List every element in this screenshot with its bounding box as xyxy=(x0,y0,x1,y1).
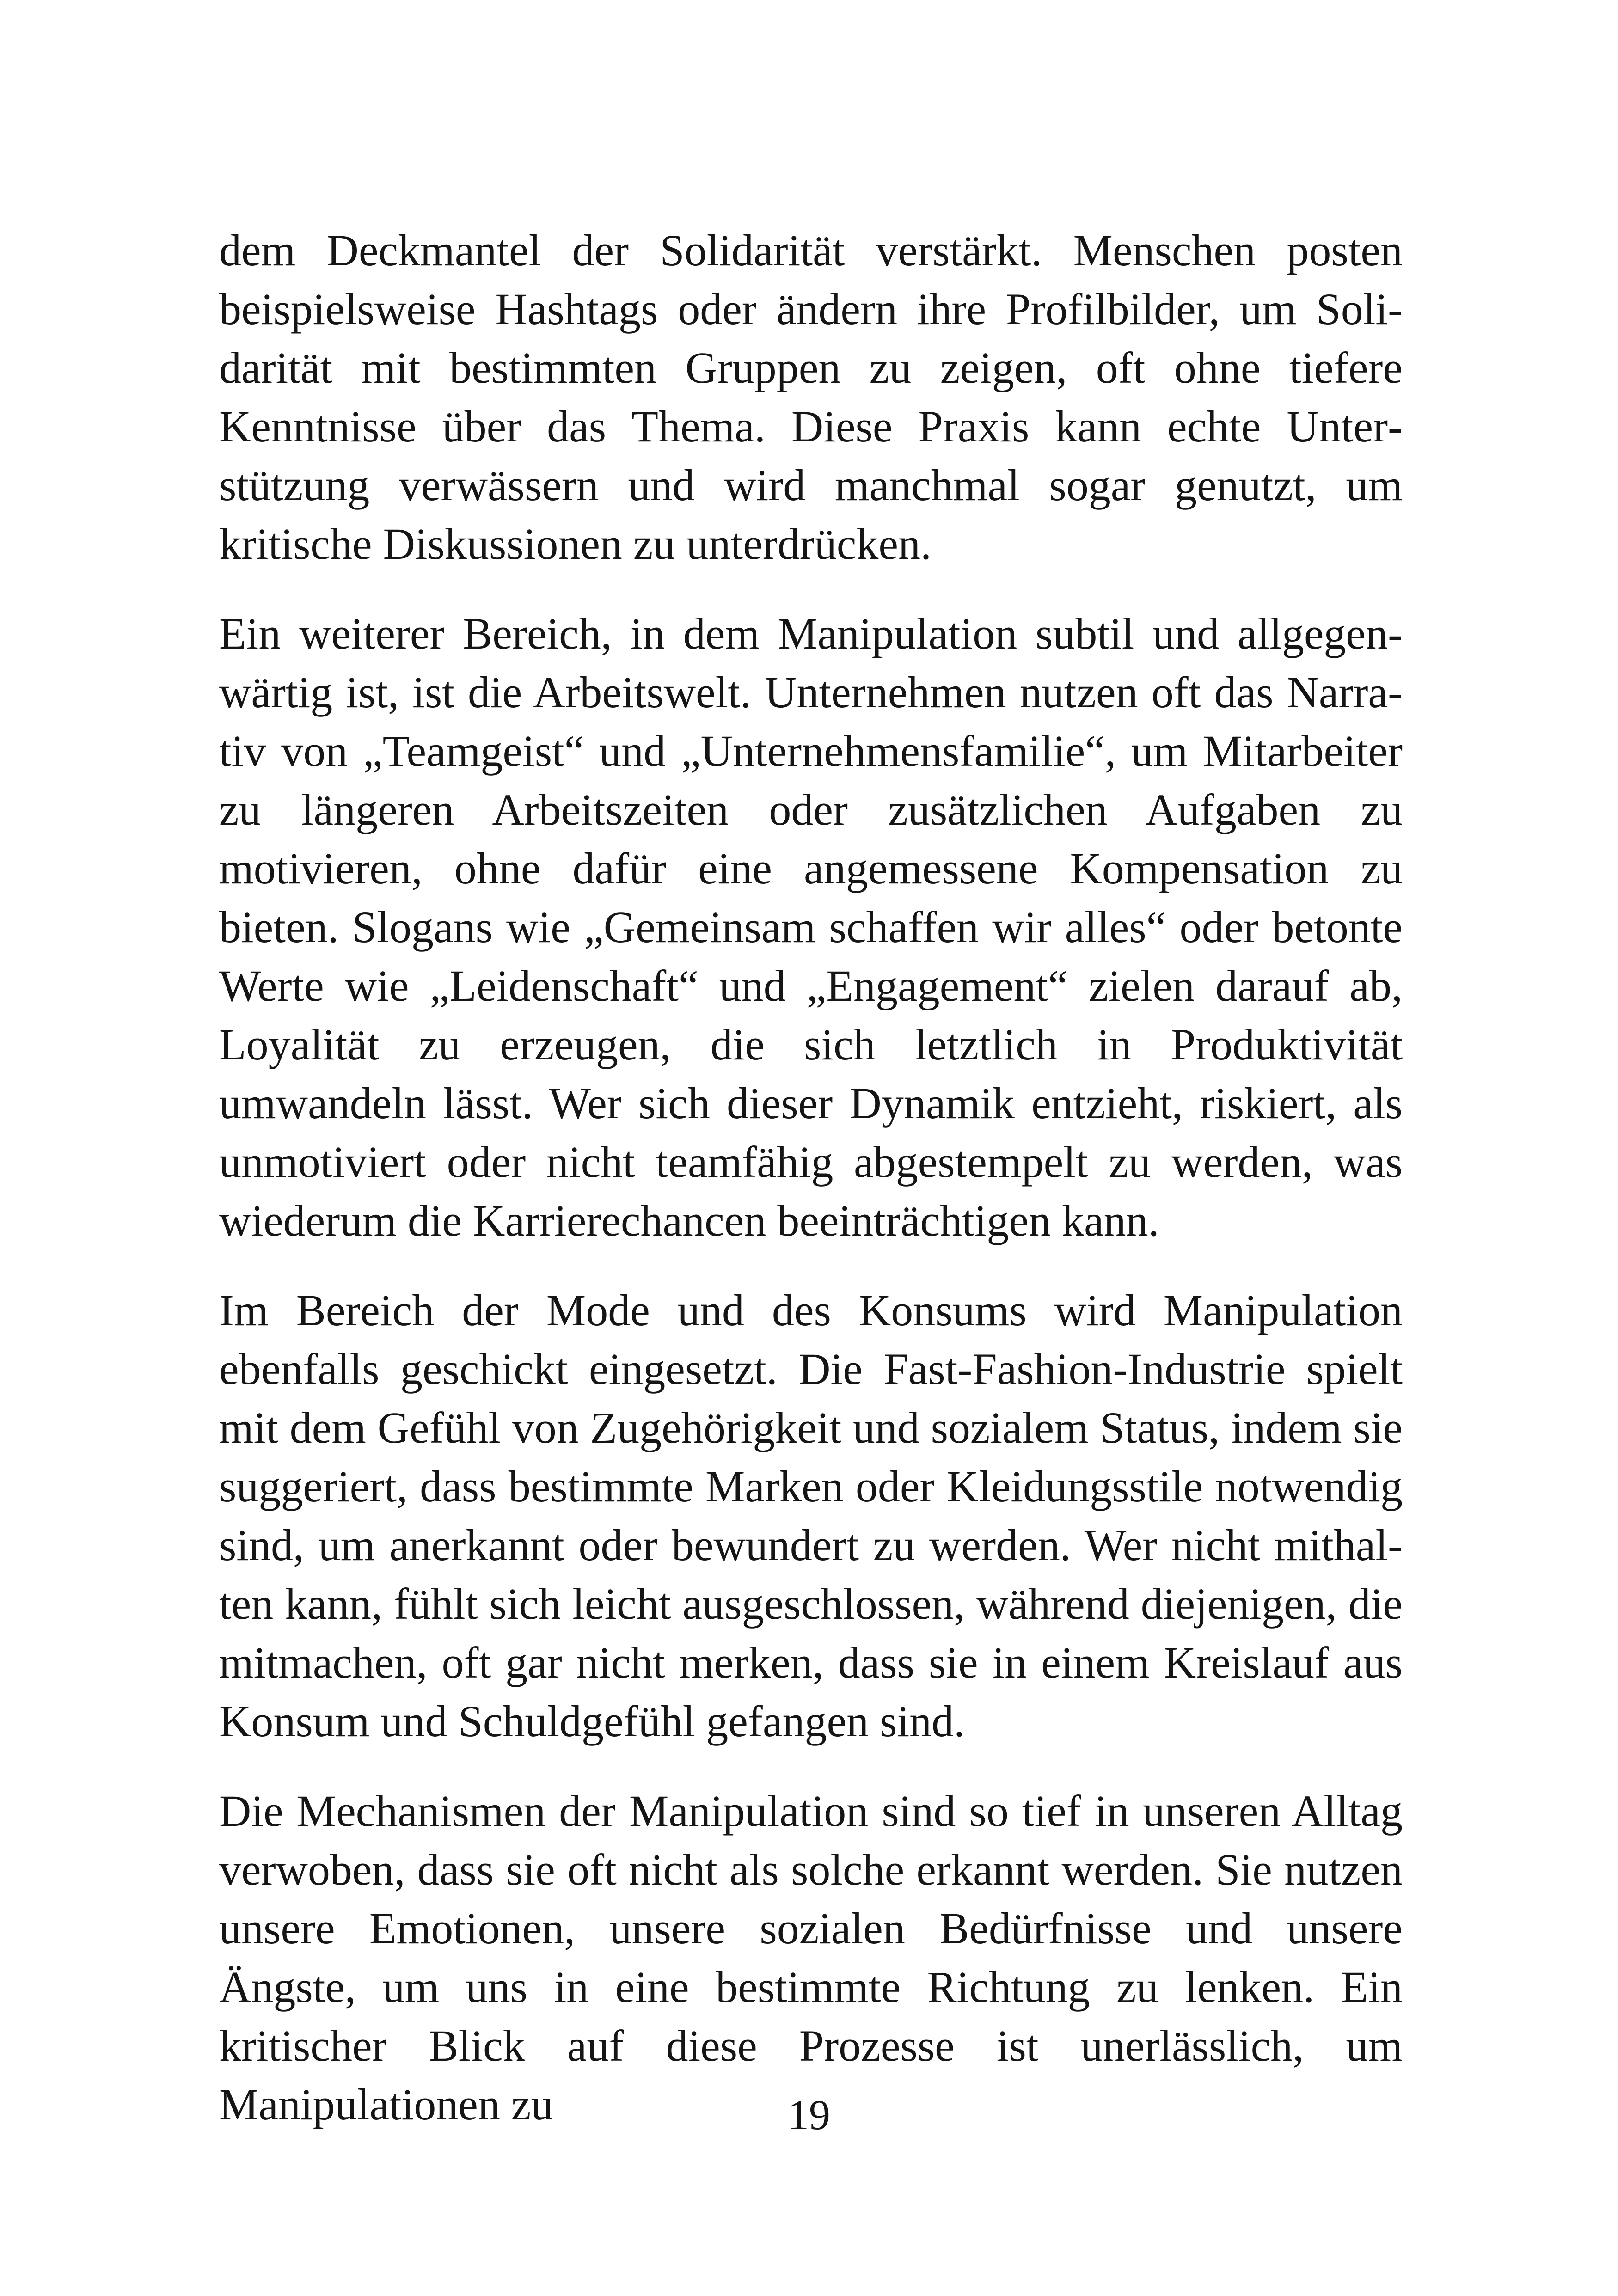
page-number: 19 xyxy=(788,2091,830,2138)
paragraph-workplace: Ein weiterer Bereich, in dem Manipulation subtil und allgegenwärtig ist, ist die Arbeitswelt. Unternehmen nutzen oft das Narrativ von „Teamgeist“ und „Unternehmensfamilie“, um Mitarbeiter zu längeren Arbeitszeiten oder zusätzlichen Aufgaben zu motivieren, ohne dafür eine angemessene Kompensation zu bieten. Slogans wie „Gemeinsam schaffen wir alles“ oder betonte Werte wie „Leidenschaft“ und „Engagement“ zielen darauf ab, Loyalität zu erzeugen, die sich letztlich in Produktivität umwandeln lässt. Wer sich dieser Dynamik entzieht, riskiert, als unmotiviert oder nicht teamfähig abgestempelt zu werden, was wiederum die Karrierechancen beeinträchtigen kann. xyxy=(219,609,1403,1245)
body-text xyxy=(219,221,1403,2165)
paragraph-mechanisms: Die Mechanismen der Manipulation sind so tief in unseren Alltag verwoben, dass sie oft nicht als solche erkannt werden. Sie nutzen unsere Emotionen, unsere sozialen Bedürfnisse und unsere Ängste, um uns in eine bestimmte Richtung zu lenken. Ein kritischer Blick auf diese Prozesse ist unerlässlich, um Manipulationen zu xyxy=(219,1786,1403,2129)
paragraph-solidarity: dem Deckmantel der Solidarität verstärkt. Menschen posten beispielsweise Hashtags oder ändern ihre Profilbilder, um Solidarität mit bestimmten Gruppen zu zeigen, oft ohne tiefere Kenntnisse über das Thema. Diese Praxis kann echte Unterstützung verwässern und wird manchmal sogar genutzt, um kritische Diskussionen zu unterdrücken. xyxy=(219,226,1403,569)
paragraph-fashion: Im Bereich der Mode und des Konsums wird Manipulation ebenfalls geschickt eingesetzt. Die Fast-Fashion-Industrie spielt mit dem Gefühl von Zugehörigkeit und sozialem Status, indem sie suggeriert, dass bestimmte Marken oder Kleidungsstile notwendig sind, um anerkannt oder bewundert zu werden. Wer nicht mithalten kann, fühlt sich leicht ausgeschlossen, während diejenigen, die mitmachen, oft gar nicht merken, dass sie in einem Kreislauf aus Konsum und Schuldgefühl gefangen sind. xyxy=(219,1286,1403,1746)
